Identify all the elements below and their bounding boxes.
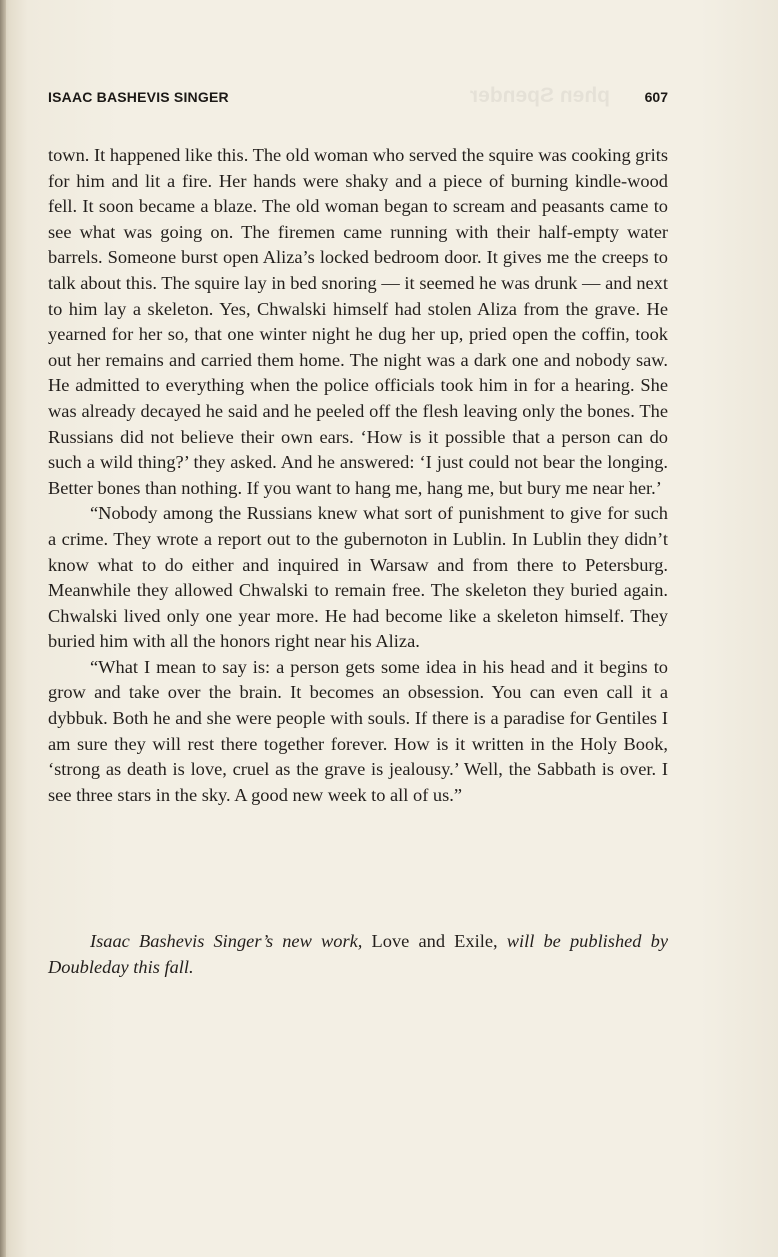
note-publication: will be published by Doubleday this fall. [48,931,669,977]
paragraph-3: “What I mean to say is: a person gets some idea in his head and it begins to grow and take over the brain. It becomes an obsession. You can even call it a dybbuk. Both he and she were people with souls. If there is a paradise for Gentiles I am sure they will rest there together forever. How is it written in the Holy Book, ‘strong as death is love, cruel as the grave is jealousy.’ Well, the Sabbath is over. I see three stars in the sky. A good new week to all of us.” [48,656,668,805]
running-head: ISAAC BASHEVIS SINGER [48,89,229,105]
page-header [48,89,668,111]
page-number: 607 [644,89,668,105]
note-title: Love and Exile, [371,931,498,951]
publication-note [48,929,668,980]
note-author-work: Isaac Bashevis Singer’s new work, [90,931,363,951]
story-text [48,143,668,808]
page-gutter-shadow [0,0,6,1257]
paragraph-2: “Nobody among the Russians knew what sort of punishment to give for such a crime. They wrote a report out to the gubernoton in Lublin. In Lublin they didn’t know what to do either and inquired in Warsaw and from there to Petersburg. Meanwhile they allowed Chwalski to remain free. The skeleton they buried again. Chwalski lived only one year more. He had become like a skeleton himself. They buried him with all the honors right near his Aliza. [48,503,668,652]
paragraph-1: town. It happened like this. The old woman who served the squire was cooking grits for him and lit a fire. Her hands were shaky and a piece of burning kindle-wood fell. It soon became a blaze. The old woman began to scream and peasants came to see what was going on. The firemen came running with their half-empty water barrels. Someone burst open Aliza’s locked bedroom door. It gives me the creeps to talk about this. The squire lay in bed snoring — it seemed he was drunk — and next to him lay a skeleton. Yes, Chwalski himself had stolen Aliza from the grave. He yearned for her so, that one winter night he dug her up, pried open the coffin, took out her remains and carried them home. The night was a dark one and nobody saw. He admitted to everything when the police officials took him in for a hearing. She was already decayed he said and he peeled off the flesh leaving only the bones. The Russians did not believe their own ears. ‘How is it possible that a person can do such a wild thing?’ they asked. And he answered: ‘I just could not bear the longing. Better bones than nothing. If you want to hang me, hang me, but bury me near her.’ [48,145,668,498]
bleed-through-heading: phen Spender [470,84,611,107]
